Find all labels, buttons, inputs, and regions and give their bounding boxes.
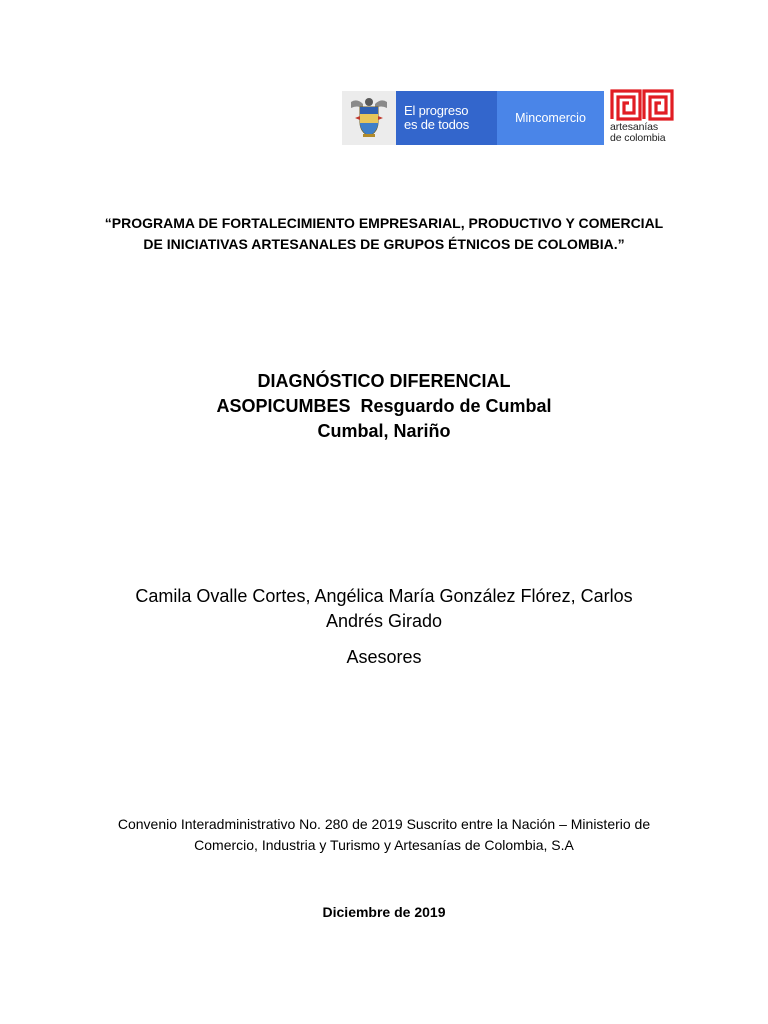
- artesanias-mark-icon: [610, 89, 674, 121]
- authors-role: Asesores: [346, 647, 422, 667]
- government-logo-banner: [342, 91, 604, 145]
- document-date: Diciembre de 2019: [322, 904, 446, 920]
- authors-line2: Andrés Girado: [325, 611, 443, 631]
- artesanias-wordmark: [610, 122, 676, 144]
- agreement-line2: Comercio, Industria y Turismo y Artesanías de Colombia, S.A: [194, 837, 574, 853]
- logo-ministry-label: Mincomercio: [515, 111, 586, 125]
- mincomercio-logo: [497, 91, 604, 145]
- document-title-line1: DIAGNÓSTICO DIFERENCIAL: [257, 371, 511, 391]
- document-title: [0, 369, 768, 444]
- authors-line1: Camila Ovalle Cortes, Angélica María González Flórez, Carlos: [135, 586, 633, 606]
- program-title-line1: “PROGRAMA DE FORTALECIMIENTO EMPRESARIAL, PRODUCTIVO Y COMERCIAL: [104, 215, 664, 231]
- artesanias-de-colombia-logo: [609, 89, 675, 147]
- coat-of-arms-icon: [342, 91, 396, 145]
- program-title-line2: DE INICIATIVAS ARTESANALES DE GRUPOS ÉTNICOS DE COLOMBIA.”: [143, 236, 625, 252]
- logo-artesanias-line2: de colombia: [610, 132, 666, 144]
- agreement-text: [0, 814, 768, 856]
- logo-progreso-line1: El progreso: [404, 103, 469, 118]
- authors-block: [0, 584, 768, 634]
- logo-artesanias-line1: artesanías: [610, 121, 659, 133]
- program-title: [0, 213, 768, 255]
- document-title-line3: Cumbal, Nariño: [317, 421, 451, 441]
- agreement-line1: Convenio Interadministrativo No. 280 de 2019 Suscrito entre la Nación – Ministerio de: [117, 816, 651, 832]
- logo-progreso-line2: es de todos: [404, 117, 470, 132]
- el-progreso-es-de-todos-logo: [396, 91, 497, 145]
- document-title-line2: ASOPICUMBES Resguardo de Cumbal: [216, 396, 552, 416]
